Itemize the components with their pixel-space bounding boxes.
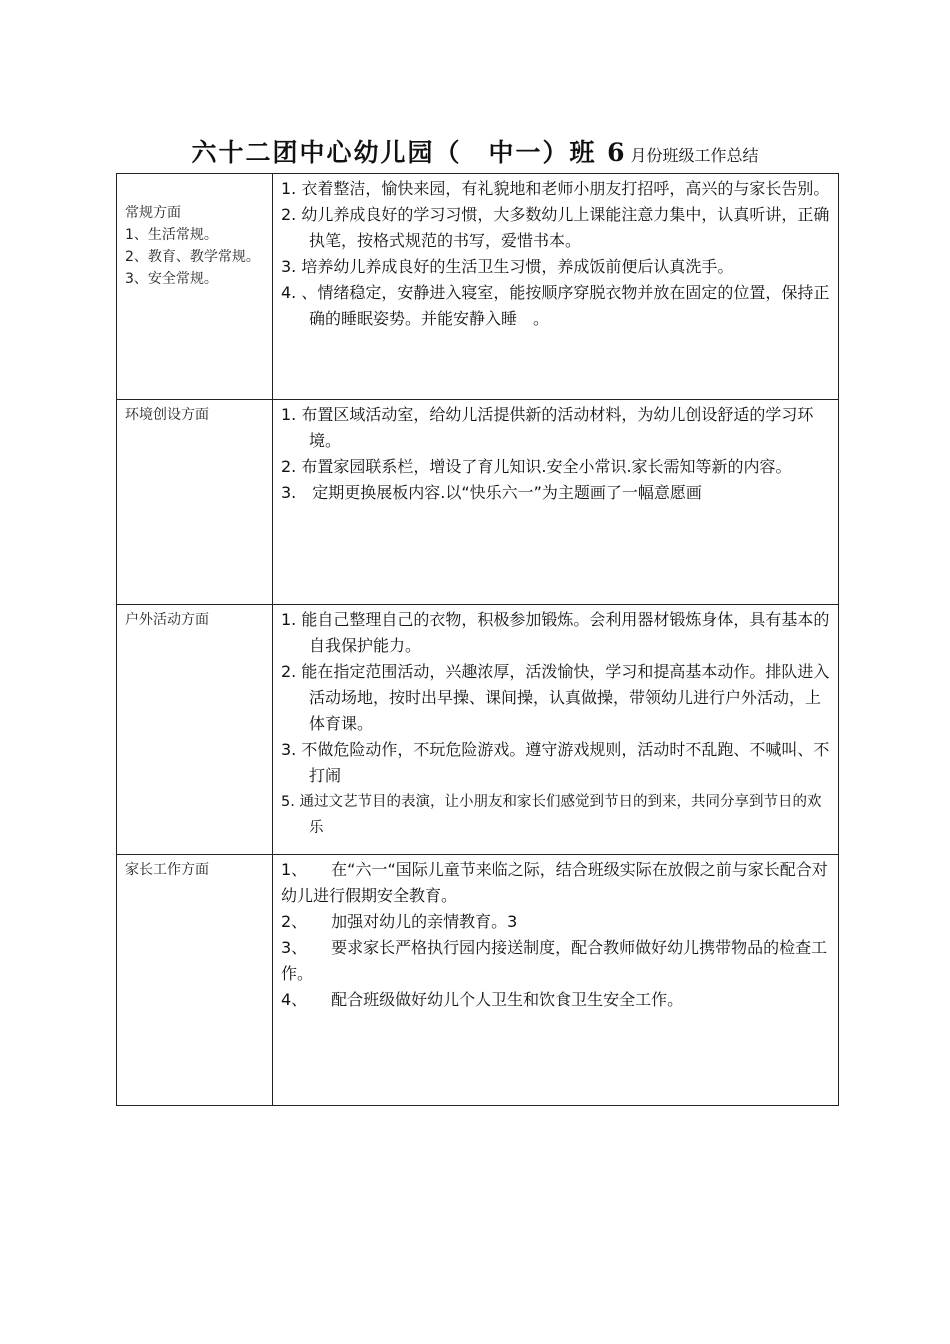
document-title bbox=[0, 133, 950, 169]
label-line: 环境创设方面 bbox=[125, 407, 209, 423]
list-item: 1. 能自己整理自己的衣物，积极参加锻炼。会利用器材锻炼身体，具有基本的自我保护能力。 bbox=[281, 610, 830, 655]
label-line: 1、生活常规。 bbox=[125, 227, 218, 243]
section-row-environment bbox=[117, 400, 839, 605]
list-item: 2. 布置家园联系栏，增设了育儿知识.安全小常识.家长需知等新的内容。 bbox=[281, 457, 792, 476]
section-row-routine bbox=[117, 174, 839, 400]
list-item: 2. 能在指定范围活动，兴趣浓厚，活泼愉快，学习和提高基本动作。排队进入活动场地，按时出早操、课间操，认真做操，带领幼儿进行户外活动，上体育课。 bbox=[281, 662, 830, 733]
list-item: 4、 配合班级做好幼儿个人卫生和饮食卫生安全工作。 bbox=[281, 990, 684, 1009]
list-item: 4. 、情绪稳定，安静进入寝室，能按顺序穿脱衣物并放在固定的位置，保持正确的睡眠姿势。并能安静入睡 。 bbox=[281, 283, 830, 328]
list-item: 3. 不做危险动作，不玩危险游戏。遵守游戏规则，活动时不乱跑、不喊叫、不打闹 bbox=[281, 740, 830, 785]
section-content-routine bbox=[273, 174, 839, 400]
label-line: 常规方面 bbox=[125, 205, 181, 221]
list-item: 5. 通过文艺节目的表演，让小朋友和家长们感觉到节日的到来，共同分享到节日的欢乐 bbox=[281, 794, 822, 836]
list-item: 2. 幼儿养成良好的学习习惯，大多数幼儿上课能注意力集中，认真听讲，正确执笔，按格式规范的书写，爱惜书本。 bbox=[281, 205, 830, 250]
section-content-parents bbox=[273, 855, 839, 1106]
section-row-outdoor bbox=[117, 605, 839, 855]
title-sub: 月份班级工作总结 bbox=[630, 146, 759, 165]
section-row-parents bbox=[117, 855, 839, 1106]
label-line: 家长工作方面 bbox=[125, 862, 209, 878]
title-main: 六十二团中心幼儿园（ 中一）班 6 bbox=[191, 138, 627, 167]
section-content-outdoor bbox=[273, 605, 839, 855]
section-label-environment bbox=[117, 400, 273, 605]
list-item: 3. 定期更换展板内容.以“快乐六一”为主题画了一幅意愿画 bbox=[281, 483, 702, 502]
list-item: 3、 要求家长严格执行园内接送制度，配合教师做好幼儿携带物品的检查工作。 bbox=[281, 938, 828, 983]
list-item: 3. 培养幼儿养成良好的生活卫生习惯，养成饭前便后认真洗手。 bbox=[281, 257, 734, 276]
label-line: 2、教育、教学常规。 bbox=[125, 249, 260, 265]
section-label-parents bbox=[117, 855, 273, 1106]
section-label-outdoor bbox=[117, 605, 273, 855]
list-item: 1、 在“六一“国际儿童节来临之际，结合班级实际在放假之前与家长配合对幼儿进行假期安全教育。 bbox=[281, 860, 828, 905]
label-line: 3、安全常规。 bbox=[125, 271, 218, 287]
list-item: 1. 衣着整洁，愉快来园，有礼貌地和老师小朋友打招呼，高兴的与家长告别。 bbox=[281, 179, 830, 198]
section-content-environment bbox=[273, 400, 839, 605]
section-label-routine bbox=[117, 174, 273, 400]
label-line: 户外活动方面 bbox=[125, 612, 209, 628]
list-item: 2、 加强对幼儿的亲情教育。3 bbox=[281, 912, 518, 931]
summary-table bbox=[116, 173, 839, 1106]
list-item: 1. 布置区域活动室，给幼儿活提供新的活动材料，为幼儿创设舒适的学习环境。 bbox=[281, 405, 814, 450]
